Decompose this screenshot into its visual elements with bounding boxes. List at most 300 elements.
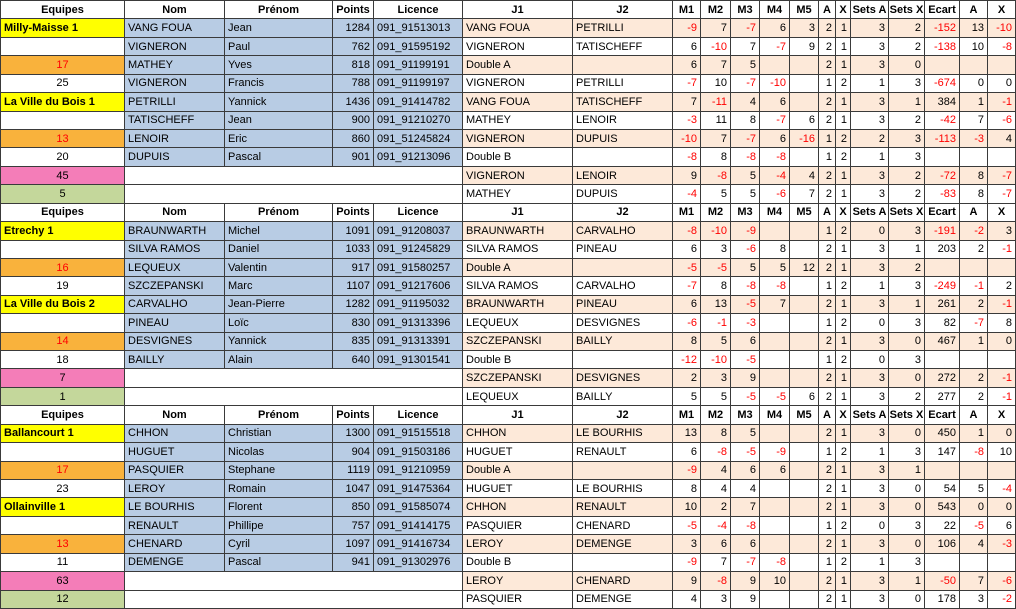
header-nom: Nom <box>125 1 225 19</box>
cell-j2 <box>573 462 673 480</box>
cell-m1: 6 <box>673 241 701 259</box>
header-a: A <box>819 406 836 424</box>
cell-nom: HUGUET <box>125 443 225 461</box>
cell-j2 <box>573 351 673 369</box>
cell-equipe <box>1 112 125 130</box>
cell-equipe: 25 <box>1 75 125 93</box>
cell-nom: BAILLY <box>125 351 225 369</box>
cell-licence: 091_91302976 <box>374 554 463 572</box>
cell-licence: 091_51245824 <box>374 130 463 148</box>
header-a-total: A <box>960 204 988 222</box>
cell-m5: 7 <box>790 185 819 203</box>
cell-licence: 091_91513013 <box>374 19 463 37</box>
cell-licence: 091_91414175 <box>374 517 463 535</box>
cell-a-total: 5 <box>960 480 988 498</box>
header-x-total: X <box>988 1 1016 19</box>
cell-a: 2 <box>819 572 836 590</box>
cell-prenom: Jean <box>225 112 333 130</box>
cell-sets-a: 3 <box>851 480 889 498</box>
cell-m2: -4 <box>701 517 731 535</box>
cell-m1: 4 <box>673 591 701 609</box>
cell-sets-a: 3 <box>851 535 889 553</box>
cell-j1: LEROY <box>463 535 573 553</box>
cell-m5 <box>790 241 819 259</box>
cell-m5: 3 <box>790 19 819 37</box>
cell-x: 1 <box>836 112 851 130</box>
cell-m3: 7 <box>731 38 760 56</box>
cell-m1: -5 <box>673 259 701 277</box>
cell-ecart <box>925 462 960 480</box>
cell-sets-a: 3 <box>851 112 889 130</box>
cell-licence: 091_91580257 <box>374 259 463 277</box>
cell-equipe <box>1 517 125 535</box>
cell-m3: 4 <box>731 480 760 498</box>
header-m5: M5 <box>790 204 819 222</box>
cell-m1: -6 <box>673 314 701 332</box>
cell-ecart: 203 <box>925 241 960 259</box>
cell-ecart <box>925 148 960 166</box>
cell-points: 1282 <box>333 296 374 314</box>
cell-j2: PETRILLI <box>573 19 673 37</box>
cell-licence: 091_91475364 <box>374 480 463 498</box>
cell-ecart: 106 <box>925 535 960 553</box>
cell-m2: 7 <box>701 19 731 37</box>
cell-nom <box>125 185 225 203</box>
cell-m5 <box>790 443 819 461</box>
cell-m1: -4 <box>673 185 701 203</box>
cell-ecart: -72 <box>925 167 960 185</box>
cell-m3: 5 <box>731 425 760 443</box>
cell-x-total <box>988 554 1016 572</box>
cell-licence <box>374 572 463 590</box>
cell-m3: -6 <box>731 241 760 259</box>
cell-prenom: Jean-Pierre <box>225 296 333 314</box>
cell-equipe: 5 <box>1 185 125 203</box>
cell-ecart <box>925 56 960 74</box>
cell-x: 2 <box>836 75 851 93</box>
cell-licence: 091_91210959 <box>374 462 463 480</box>
cell-sets-x: 0 <box>889 480 925 498</box>
cell-x: 2 <box>836 130 851 148</box>
cell-sets-a: 1 <box>851 75 889 93</box>
cell-licence: 091_91313391 <box>374 333 463 351</box>
cell-sets-a: 3 <box>851 369 889 387</box>
cell-equipe: 11 <box>1 554 125 572</box>
cell-x-total: -1 <box>988 388 1016 406</box>
cell-m2: -8 <box>701 443 731 461</box>
cell-points: 850 <box>333 498 374 516</box>
cell-a-total: 3 <box>960 591 988 609</box>
header-m1: M1 <box>673 406 701 424</box>
cell-m2: 13 <box>701 296 731 314</box>
cell-a-total: -1 <box>960 277 988 295</box>
cell-a-total: 7 <box>960 112 988 130</box>
cell-points: 1107 <box>333 277 374 295</box>
cell-m5: 6 <box>790 388 819 406</box>
cell-ecart: -191 <box>925 222 960 240</box>
cell-sets-x: 1 <box>889 93 925 111</box>
cell-m4 <box>760 535 790 553</box>
cell-sets-x: 3 <box>889 554 925 572</box>
cell-sets-a: 0 <box>851 314 889 332</box>
cell-m1: 3 <box>673 535 701 553</box>
cell-x: 1 <box>836 462 851 480</box>
cell-j1: Double B <box>463 351 573 369</box>
cell-sets-a: 3 <box>851 167 889 185</box>
cell-a: 1 <box>819 554 836 572</box>
cell-sets-x: 3 <box>889 75 925 93</box>
cell-m3: -8 <box>731 517 760 535</box>
cell-a-total: 1 <box>960 333 988 351</box>
cell-m1: -9 <box>673 19 701 37</box>
cell-nom: VANG FOUA <box>125 19 225 37</box>
header-m5: M5 <box>790 406 819 424</box>
cell-prenom: Yannick <box>225 93 333 111</box>
cell-m1: -12 <box>673 351 701 369</box>
cell-nom: DESVIGNES <box>125 333 225 351</box>
header-equipe: Equipes <box>1 204 125 222</box>
cell-equipe: La Ville du Bois 1 <box>1 93 125 111</box>
cell-a: 2 <box>819 185 836 203</box>
cell-ecart: -113 <box>925 130 960 148</box>
cell-m3: -5 <box>731 296 760 314</box>
cell-points: 1300 <box>333 425 374 443</box>
cell-x: 1 <box>836 167 851 185</box>
cell-sets-x: 2 <box>889 185 925 203</box>
cell-prenom: Yves <box>225 56 333 74</box>
cell-sets-a: 3 <box>851 259 889 277</box>
header-sets-a: Sets A <box>851 1 889 19</box>
header-m1: M1 <box>673 1 701 19</box>
cell-a-total: -2 <box>960 222 988 240</box>
cell-j1: SILVA RAMOS <box>463 241 573 259</box>
cell-sets-a: 3 <box>851 388 889 406</box>
cell-a-total: 2 <box>960 369 988 387</box>
cell-m3: 5 <box>731 259 760 277</box>
cell-m5 <box>790 535 819 553</box>
cell-m4: 6 <box>760 19 790 37</box>
cell-sets-x: 0 <box>889 591 925 609</box>
cell-a-total: 2 <box>960 388 988 406</box>
cell-x-total <box>988 148 1016 166</box>
cell-licence: 091_91245829 <box>374 241 463 259</box>
cell-j2: RENAULT <box>573 498 673 516</box>
cell-points: 818 <box>333 56 374 74</box>
cell-a: 2 <box>819 591 836 609</box>
cell-m5: -16 <box>790 130 819 148</box>
cell-sets-x: 2 <box>889 167 925 185</box>
cell-a-total: -7 <box>960 314 988 332</box>
header-points: Points <box>333 406 374 424</box>
cell-sets-x: 3 <box>889 130 925 148</box>
cell-sets-x: 1 <box>889 296 925 314</box>
cell-m1: 2 <box>673 369 701 387</box>
cell-m4: 6 <box>760 93 790 111</box>
cell-ecart <box>925 351 960 369</box>
cell-a-total: -5 <box>960 517 988 535</box>
cell-j1: MATHEY <box>463 185 573 203</box>
cell-nom: PETRILLI <box>125 93 225 111</box>
cell-m1: -8 <box>673 222 701 240</box>
cell-m2: 4 <box>701 480 731 498</box>
cell-ecart: 450 <box>925 425 960 443</box>
cell-m1: 9 <box>673 572 701 590</box>
cell-a: 2 <box>819 167 836 185</box>
cell-prenom <box>225 591 333 609</box>
cell-x: 2 <box>836 351 851 369</box>
header-j2: J2 <box>573 1 673 19</box>
cell-m1: -8 <box>673 148 701 166</box>
cell-ecart: 22 <box>925 517 960 535</box>
cell-sets-x: 3 <box>889 277 925 295</box>
cell-m4: 6 <box>760 130 790 148</box>
cell-a-total: 4 <box>960 535 988 553</box>
cell-m2: 5 <box>701 388 731 406</box>
cell-a: 2 <box>819 93 836 111</box>
cell-x-total: -3 <box>988 535 1016 553</box>
cell-m2: 7 <box>701 130 731 148</box>
cell-m2: 3 <box>701 241 731 259</box>
cell-m1: -7 <box>673 75 701 93</box>
cell-points <box>333 572 374 590</box>
cell-sets-x: 1 <box>889 462 925 480</box>
cell-sets-a: 3 <box>851 38 889 56</box>
cell-x: 1 <box>836 333 851 351</box>
cell-m5 <box>790 462 819 480</box>
cell-m2: -8 <box>701 167 731 185</box>
header-prenom: Prénom <box>225 1 333 19</box>
cell-m4: -6 <box>760 185 790 203</box>
header-m3: M3 <box>731 1 760 19</box>
cell-a: 1 <box>819 443 836 461</box>
cell-licence <box>374 185 463 203</box>
cell-m1: 8 <box>673 333 701 351</box>
cell-sets-x: 2 <box>889 388 925 406</box>
cell-x-total: 0 <box>988 333 1016 351</box>
cell-sets-a: 1 <box>851 554 889 572</box>
cell-nom: DEMENGE <box>125 554 225 572</box>
header-sets-x: Sets X <box>889 204 925 222</box>
cell-m4 <box>760 425 790 443</box>
cell-x: 1 <box>836 185 851 203</box>
cell-j1: VIGNERON <box>463 38 573 56</box>
cell-sets-x: 0 <box>889 535 925 553</box>
cell-x: 1 <box>836 498 851 516</box>
cell-x-total: -1 <box>988 369 1016 387</box>
header-x-total: X <box>988 406 1016 424</box>
cell-equipe: 12 <box>1 591 125 609</box>
header-ecart: Ecart <box>925 204 960 222</box>
cell-m4: 10 <box>760 572 790 590</box>
cell-x: 1 <box>836 19 851 37</box>
header-m4: M4 <box>760 1 790 19</box>
cell-j2: LE BOURHIS <box>573 425 673 443</box>
cell-a-total: 0 <box>960 75 988 93</box>
cell-m4 <box>760 333 790 351</box>
cell-equipe: 18 <box>1 351 125 369</box>
cell-m4 <box>760 498 790 516</box>
cell-x: 1 <box>836 259 851 277</box>
cell-x-total: -10 <box>988 19 1016 37</box>
cell-m3: 7 <box>731 498 760 516</box>
cell-j2: DUPUIS <box>573 185 673 203</box>
cell-prenom: Florent <box>225 498 333 516</box>
cell-x: 1 <box>836 572 851 590</box>
cell-x: 1 <box>836 425 851 443</box>
cell-x-total: -6 <box>988 112 1016 130</box>
cell-a: 1 <box>819 517 836 535</box>
cell-m3: -7 <box>731 75 760 93</box>
cell-m1: 6 <box>673 38 701 56</box>
cell-sets-x: 2 <box>889 19 925 37</box>
cell-x: 1 <box>836 480 851 498</box>
cell-licence <box>374 591 463 609</box>
cell-sets-a: 3 <box>851 56 889 74</box>
cell-sets-a: 0 <box>851 517 889 535</box>
cell-prenom: Loïc <box>225 314 333 332</box>
cell-a: 2 <box>819 388 836 406</box>
cell-sets-a: 3 <box>851 462 889 480</box>
cell-sets-a: 3 <box>851 185 889 203</box>
cell-j1: PASQUIER <box>463 591 573 609</box>
cell-x-total <box>988 462 1016 480</box>
header-j1: J1 <box>463 1 573 19</box>
cell-sets-a: 3 <box>851 333 889 351</box>
cell-m1: -7 <box>673 277 701 295</box>
cell-prenom: Paul <box>225 38 333 56</box>
cell-points: 941 <box>333 554 374 572</box>
cell-nom: CHENARD <box>125 535 225 553</box>
cell-sets-x: 2 <box>889 259 925 277</box>
cell-points: 1047 <box>333 480 374 498</box>
cell-equipe: Ollainville 1 <box>1 498 125 516</box>
cell-prenom: Michel <box>225 222 333 240</box>
cell-a: 1 <box>819 277 836 295</box>
cell-points: 830 <box>333 314 374 332</box>
header-points: Points <box>333 204 374 222</box>
cell-nom: LENOIR <box>125 130 225 148</box>
cell-sets-a: 0 <box>851 222 889 240</box>
cell-m4 <box>760 314 790 332</box>
cell-equipe: 20 <box>1 148 125 166</box>
cell-sets-x: 0 <box>889 369 925 387</box>
cell-m5 <box>790 314 819 332</box>
cell-j2: DESVIGNES <box>573 314 673 332</box>
header-nom: Nom <box>125 406 225 424</box>
cell-nom: BRAUNWARTH <box>125 222 225 240</box>
header-a-total: A <box>960 1 988 19</box>
cell-sets-x: 0 <box>889 56 925 74</box>
cell-m5: 4 <box>790 167 819 185</box>
cell-m5 <box>790 591 819 609</box>
cell-sets-x: 0 <box>889 498 925 516</box>
cell-a-total: -3 <box>960 130 988 148</box>
cell-a-total <box>960 462 988 480</box>
cell-m1: -5 <box>673 517 701 535</box>
cell-m1: -9 <box>673 462 701 480</box>
cell-a: 1 <box>819 351 836 369</box>
cell-x: 1 <box>836 369 851 387</box>
cell-m4: -9 <box>760 443 790 461</box>
cell-m4: 5 <box>760 259 790 277</box>
cell-equipe: Etrechy 1 <box>1 222 125 240</box>
cell-x-total: -8 <box>988 38 1016 56</box>
cell-j1: BRAUNWARTH <box>463 296 573 314</box>
cell-j2: DUPUIS <box>573 130 673 148</box>
cell-ecart: 384 <box>925 93 960 111</box>
cell-m3: 5 <box>731 56 760 74</box>
cell-prenom: Alain <box>225 351 333 369</box>
cell-licence: 091_91199197 <box>374 75 463 93</box>
cell-nom: SZCZEPANSKI <box>125 277 225 295</box>
cell-j1: HUGUET <box>463 443 573 461</box>
cell-ecart: 467 <box>925 333 960 351</box>
header-j1: J1 <box>463 204 573 222</box>
cell-prenom <box>225 369 333 387</box>
cell-licence: 091_91313396 <box>374 314 463 332</box>
cell-m3: -5 <box>731 443 760 461</box>
cell-j2: PETRILLI <box>573 75 673 93</box>
cell-j1: Double A <box>463 462 573 480</box>
cell-m2: 2 <box>701 498 731 516</box>
cell-points <box>333 591 374 609</box>
cell-prenom: Francis <box>225 75 333 93</box>
cell-points: 757 <box>333 517 374 535</box>
cell-j2: PINEAU <box>573 296 673 314</box>
cell-sets-a: 3 <box>851 498 889 516</box>
cell-m2: 8 <box>701 277 731 295</box>
cell-points: 917 <box>333 259 374 277</box>
cell-a: 2 <box>819 462 836 480</box>
cell-x: 2 <box>836 443 851 461</box>
cell-sets-x: 1 <box>889 241 925 259</box>
cell-m5 <box>790 425 819 443</box>
cell-sets-x: 3 <box>889 148 925 166</box>
cell-m5 <box>790 480 819 498</box>
cell-j2 <box>573 554 673 572</box>
cell-m2: 7 <box>701 56 731 74</box>
header-ecart: Ecart <box>925 406 960 424</box>
cell-m4 <box>760 56 790 74</box>
cell-sets-a: 3 <box>851 93 889 111</box>
cell-j1: LEROY <box>463 572 573 590</box>
cell-a: 1 <box>819 130 836 148</box>
header-m3: M3 <box>731 204 760 222</box>
cell-j1: PASQUIER <box>463 517 573 535</box>
cell-j2: TATISCHEFF <box>573 93 673 111</box>
cell-licence: 091_91503186 <box>374 443 463 461</box>
cell-sets-x: 0 <box>889 425 925 443</box>
cell-nom <box>125 388 225 406</box>
cell-ecart: 543 <box>925 498 960 516</box>
cell-ecart: -50 <box>925 572 960 590</box>
cell-m5 <box>790 56 819 74</box>
cell-equipe: 17 <box>1 462 125 480</box>
header-x: X <box>836 406 851 424</box>
cell-m5 <box>790 277 819 295</box>
cell-m4: -7 <box>760 112 790 130</box>
cell-j1: Double B <box>463 554 573 572</box>
cell-sets-a: 3 <box>851 425 889 443</box>
cell-a-total: 8 <box>960 185 988 203</box>
cell-points <box>333 167 374 185</box>
cell-m1: 10 <box>673 498 701 516</box>
cell-m2: 3 <box>701 591 731 609</box>
cell-m5 <box>790 572 819 590</box>
cell-ecart: -138 <box>925 38 960 56</box>
cell-j2: BAILLY <box>573 388 673 406</box>
cell-licence: 091_91515518 <box>374 425 463 443</box>
